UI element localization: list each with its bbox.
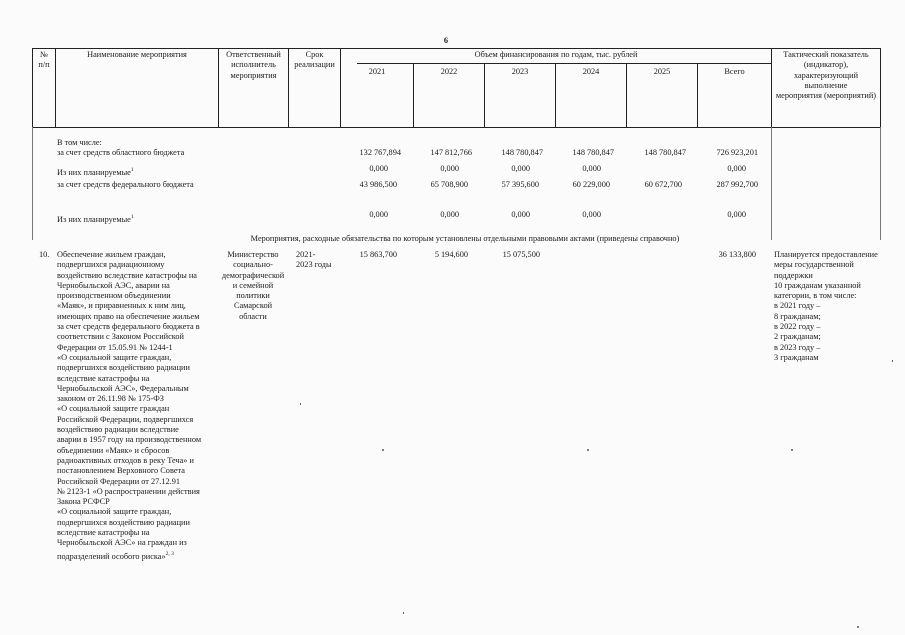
- federal-2025: 60 672,700: [644, 180, 682, 189]
- section-title: Мероприятия, расходные обязательства по которым установлены отдельными правовыми актами (приведены справочно): [250, 234, 680, 243]
- budget-intro: В том числе:: [57, 138, 102, 147]
- header-total: Всего: [724, 67, 745, 76]
- planned2-2022: 0,000: [440, 210, 459, 219]
- federal-2021: 43 986,500: [359, 180, 397, 189]
- row-value-2021: 15 863,700: [359, 250, 397, 259]
- header-year-2022: 2022: [440, 67, 458, 76]
- federal-2023: 57 395,600: [501, 180, 539, 189]
- planned-label-1: Из них планируемые$^1$: [57, 167, 134, 177]
- planned2-2023: 0,000: [511, 210, 530, 219]
- row-executor: Министерство социально- демографической и семейной политики Самарской области: [221, 250, 285, 321]
- header-year-2023: 2023: [511, 67, 529, 76]
- planned1-total: 0,000: [727, 164, 746, 173]
- page-number: 6: [443, 36, 449, 45]
- header-year-2025: 2025: [653, 67, 671, 76]
- planned2-2024: 0,000: [582, 210, 601, 219]
- regional-2021: 132 767,894: [359, 148, 401, 157]
- regional-2024: 148 780,847: [572, 148, 614, 157]
- regional-total: 726 923,201: [716, 148, 758, 157]
- federal-budget-label: за счет средств федерального бюджета: [57, 180, 194, 189]
- planned2-total: 0,000: [727, 210, 746, 219]
- regional-budget-label: за счет средств областного бюджета: [57, 148, 185, 157]
- federal-2024: 60 229,000: [572, 180, 610, 189]
- header-year-2021: 2021: [368, 67, 386, 76]
- row-indicator: Планируется предоставление меры государственной поддержки 10 гражданам указанной категории, в том числе: в 2021 году – 8 гражданам; в 2022 году – 2 гражданам; в 2023 году – 3 гражданам: [774, 250, 878, 362]
- row-term: 2021- 2023 годы: [296, 250, 332, 270]
- regional-2025: 148 780,847: [644, 148, 686, 157]
- planned1-2023: 0,000: [511, 164, 530, 173]
- header-executor: Ответственный исполнитель мероприятия: [226, 50, 281, 80]
- planned1-2021: 0,000: [369, 164, 388, 173]
- row-value-2022: 5 194,600: [434, 250, 468, 259]
- header-number: № п/п: [38, 50, 50, 70]
- planned1-2024: 0,000: [582, 164, 601, 173]
- row-value-total: 36 133,800: [718, 250, 756, 259]
- row-number: 10.: [39, 250, 50, 259]
- row-value-2023: 15 075,500: [502, 250, 540, 259]
- header-name: Наименование мероприятия: [87, 50, 187, 59]
- row-name: Обеспечение жильем граждан, подвергшихся радиационному воздействию вследствие катастрофы на Чернобыльской АЭС, аварии на производственном объединении «Маяк», и приравненных к ним лиц, имеющих право на обеспечение жильем за счет средств федерального бюджета в соответствии с Законом Российской Федерации от 15.05.91 № 1244-1 «О социальной защите граждан, подвергшихся воздействию радиации вследствие катастрофы на Чернобыльской АЭС», Федеральным законом от 26.11.98 № 175-ФЗ «О социальной защите граждан Российской Федерации, подвергшихся воздействию радиации вследствие аварии в 1957 году на производственном объединении «Маяк» и сбросов радиоактивных отходов в реку Теча» и постановлением Верховного Совета Российской Федерации от 27.12.91 № 2123-1 «О распространении действия Закона РСФСР «О социальной защите граждан, подвергшихся воздействию радиации вследствие катастрофы на Чернобыльской АЭС» на граждан из подразделений особого риска»$^{2, 3}$: [57, 250, 202, 561]
- header-term: Срок реализации: [294, 50, 335, 70]
- federal-2022: 65 708,900: [430, 180, 468, 189]
- regional-2023: 148 780,847: [501, 148, 543, 157]
- federal-total: 287 992,700: [716, 180, 758, 189]
- header-indicator: Тактический показатель (индикатор), характеризующий выполнение мероприятия (мероприятий): [775, 50, 877, 101]
- planned2-2021: 0,000: [369, 210, 388, 219]
- header-year-2024: 2024: [582, 67, 600, 76]
- regional-2022: 147 812,766: [430, 148, 472, 157]
- header-financing: Объем финансирования по годам, тыс. рублей: [474, 50, 638, 59]
- planned-label-2: Из них планируемые$^1$: [57, 214, 134, 224]
- planned1-2022: 0,000: [440, 164, 459, 173]
